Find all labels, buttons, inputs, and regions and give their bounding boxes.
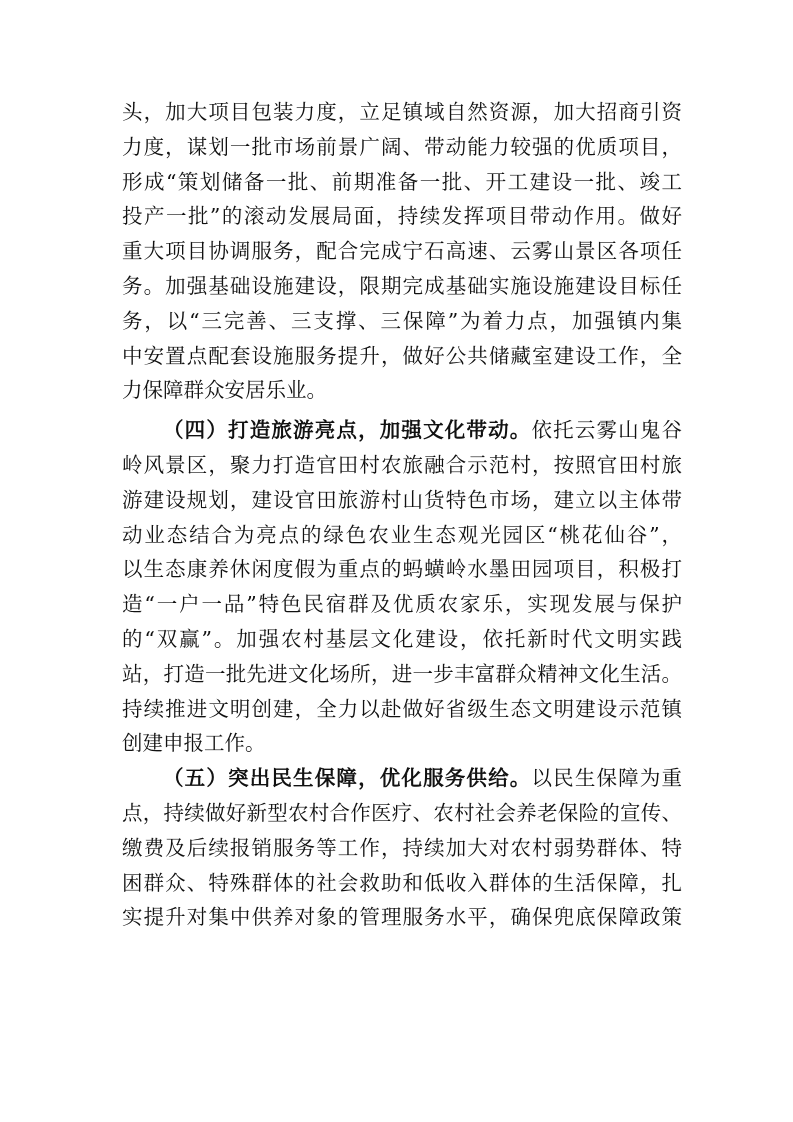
text-line: 中安置点配套设施服务提升，做好公共储藏室建设工作，全 bbox=[122, 343, 682, 368]
text-run: 依托云雾山鬼谷 bbox=[531, 418, 682, 443]
text-line: 动业态结合为亮点的绿色农业生态观光园区“桃花仙谷”， bbox=[122, 522, 682, 547]
text-line: 实提升对集中供养对象的管理服务水平，确保兜底保障政策 bbox=[122, 905, 682, 930]
section-heading: （四）打造旅游亮点，加强文化带动。 bbox=[163, 418, 532, 443]
text-line: 创建申报工作。 bbox=[122, 731, 266, 756]
paragraph-2 bbox=[122, 413, 682, 761]
text-line: 游建设规划，建设官田旅游村山货特色市场，建立以主体带 bbox=[122, 487, 682, 512]
text-line: 站，打造一批先进文化场所，进一步丰富群众精神文化生活。 bbox=[122, 661, 682, 686]
section-heading: （五）突出民生保障，优化服务供给。 bbox=[163, 766, 532, 791]
text-line: 造“一户一品”特色民宿群及优质农家乐，实现发展与保护 bbox=[122, 592, 682, 617]
paragraph-first-line bbox=[122, 413, 682, 448]
text-line: 以生态康养休闲度假为重点的蚂蟥岭水墨田园项目，积极打 bbox=[122, 557, 682, 582]
document-page bbox=[122, 95, 682, 935]
text-line: 力保障群众安居乐业。 bbox=[122, 378, 327, 403]
paragraph-first-line bbox=[122, 761, 682, 796]
text-line: 力度，谋划一批市场前景广阔、带动能力较强的优质项目， bbox=[122, 134, 682, 159]
text-line: 务。加强基础设施建设，限期完成基础实施设施建设目标任 bbox=[122, 273, 682, 298]
text-line: 缴费及后续报销服务等工作，持续加大对农村弱势群体、特 bbox=[122, 835, 682, 860]
paragraph-1 bbox=[122, 95, 682, 408]
text-line: 投产一批”的滚动发展局面，持续发挥项目带动作用。做好 bbox=[122, 204, 682, 229]
text-line: 岭风景区，聚力打造官田村农旅融合示范村，按照官田村旅 bbox=[122, 452, 682, 477]
text-line: 务，以“三完善、三支撑、三保障”为着力点，加强镇内集 bbox=[122, 308, 682, 333]
paragraph-3 bbox=[122, 761, 682, 935]
text-line: 持续推进文明创建，全力以赴做好省级生态文明建设示范镇 bbox=[122, 696, 682, 721]
text-line: 点，持续做好新型农村合作医疗、农村社会养老保险的宣传、 bbox=[122, 800, 682, 825]
text-line: 形成“策划储备一批、前期准备一批、开工建设一批、竣工 bbox=[122, 169, 682, 194]
text-line: 头，加大项目包装力度，立足镇域自然资源，加大招商引资 bbox=[122, 100, 682, 124]
text-line: 重大项目协调服务，配合完成宁石高速、云雾山景区各项任 bbox=[122, 239, 682, 264]
text-run: 以民生保障为重 bbox=[531, 766, 682, 791]
text-line: 的“双赢”。加强农村基层文化建设，依托新时代文明实践 bbox=[122, 626, 682, 651]
text-line: 困群众、特殊群体的社会救助和低收入群体的生活保障，扎 bbox=[122, 870, 682, 895]
